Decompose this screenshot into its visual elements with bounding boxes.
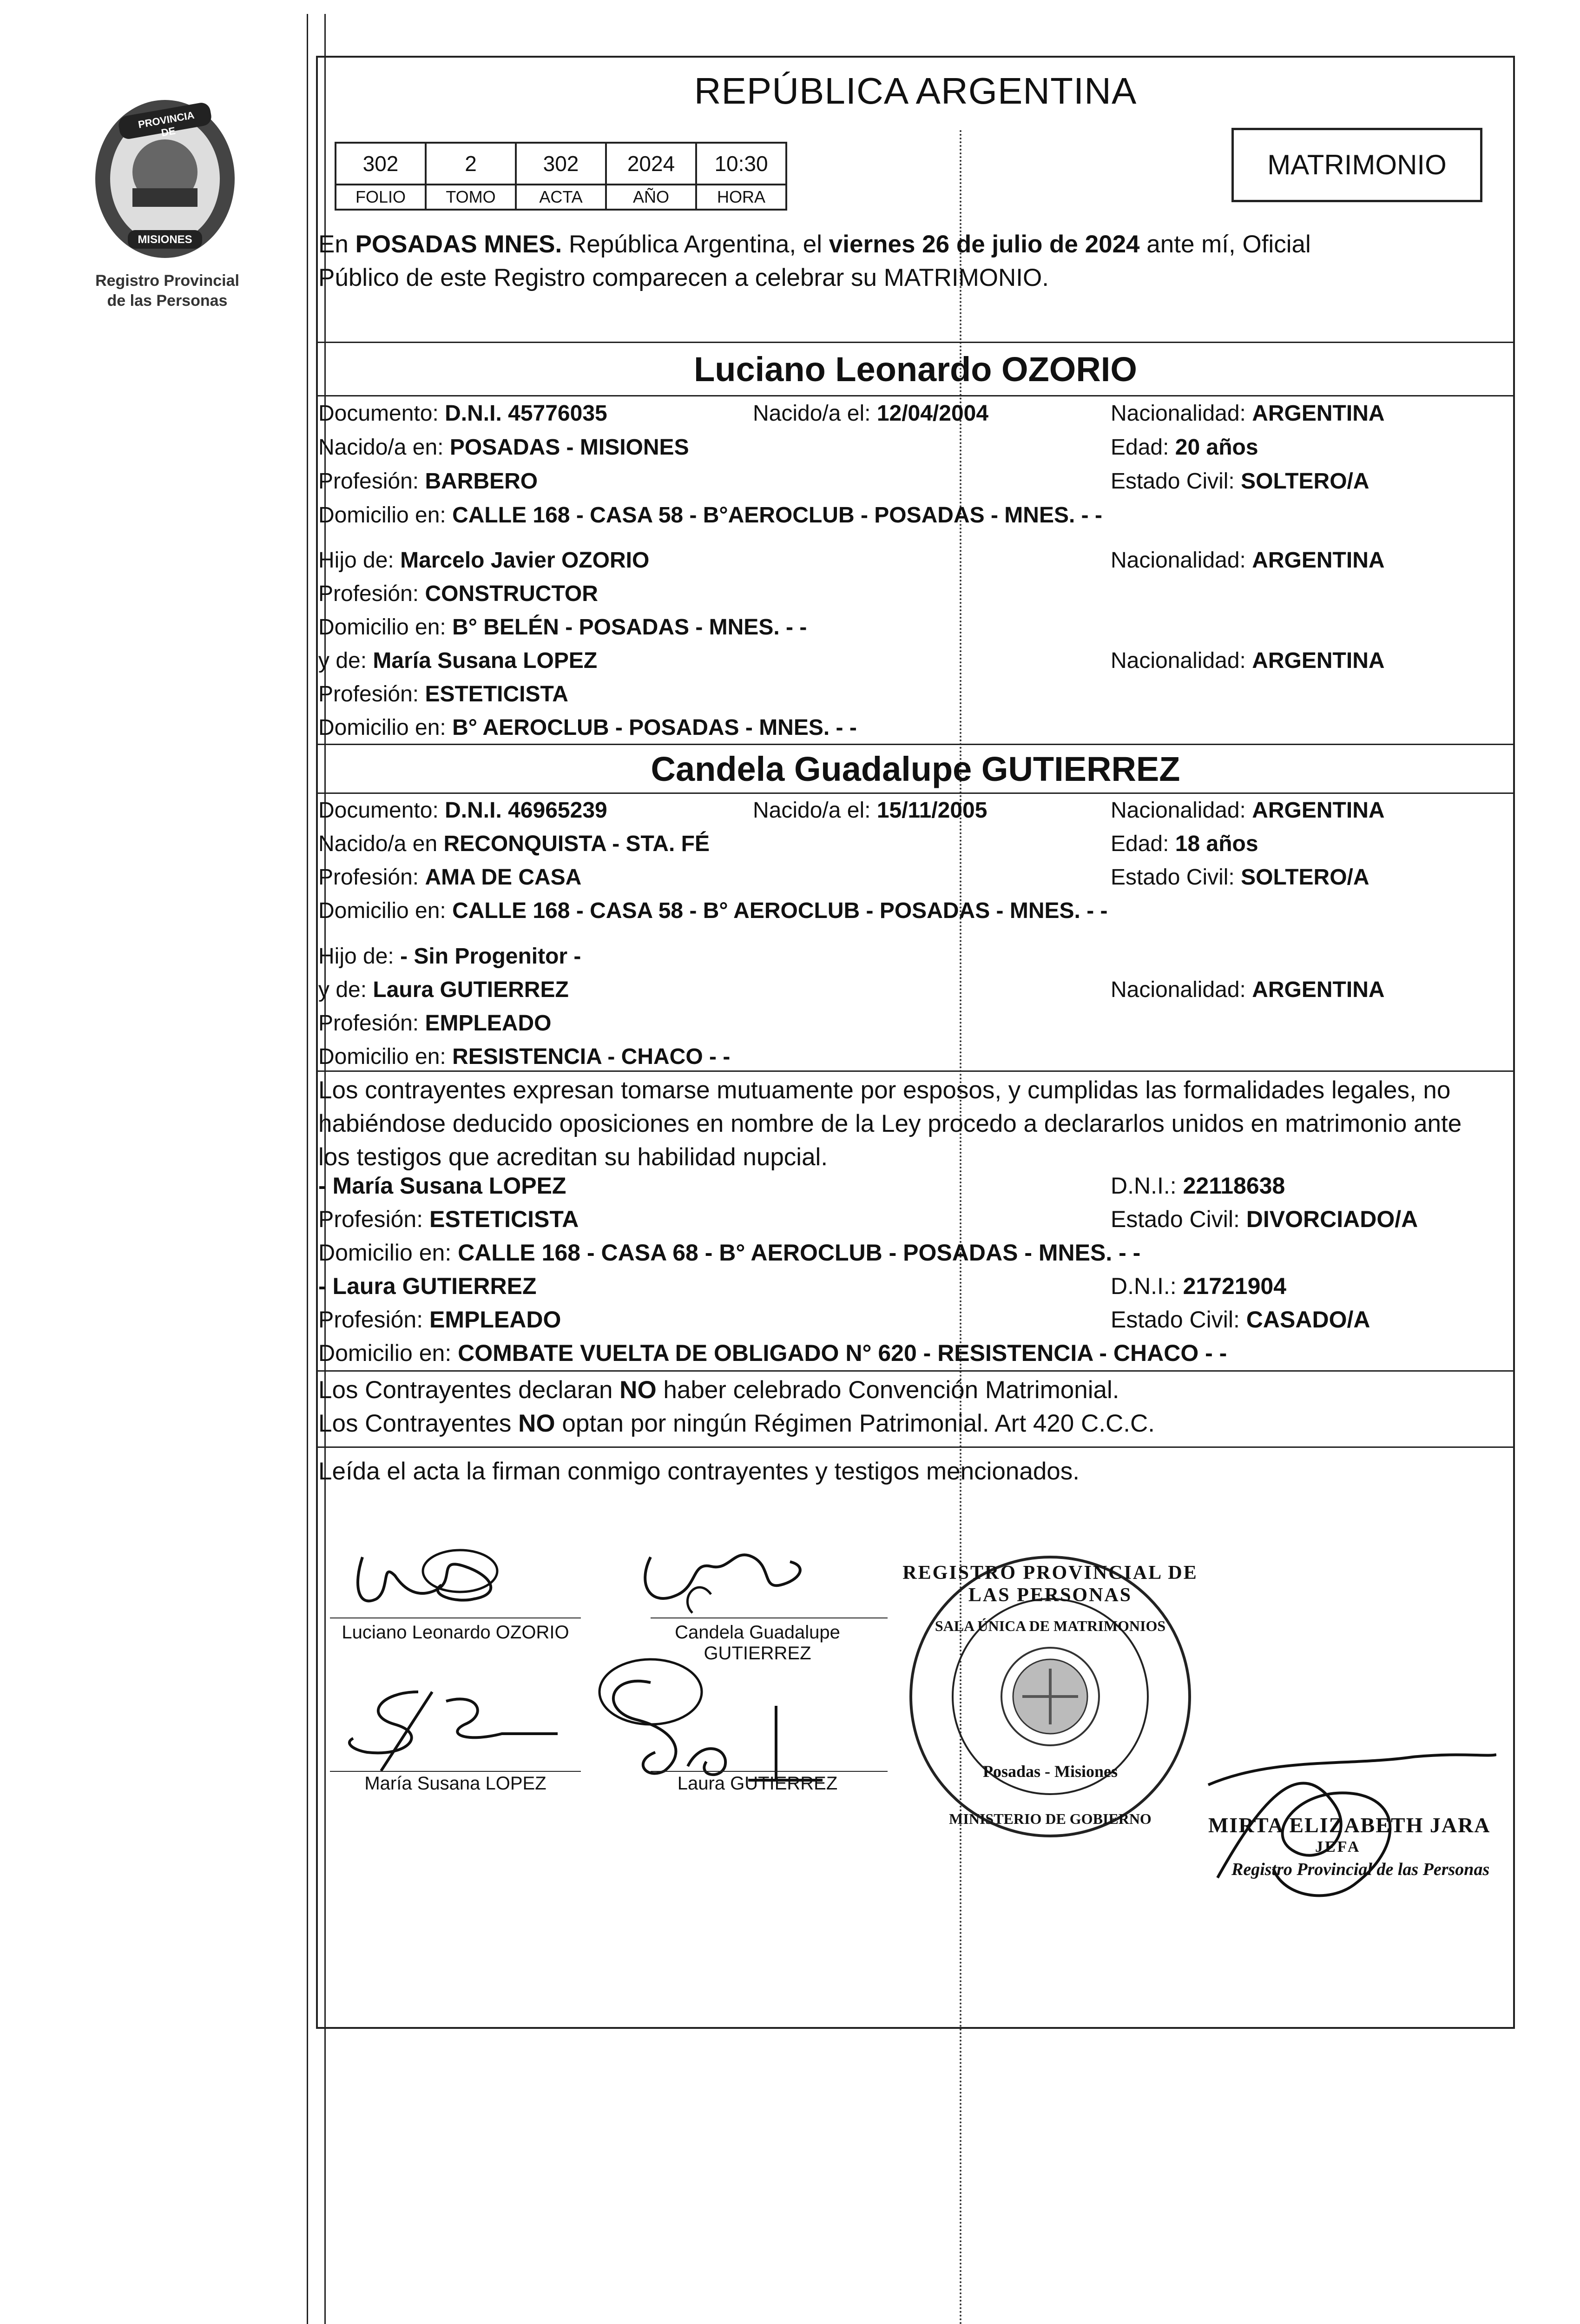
- groom-mother: y de: María Susana LOPEZ: [318, 648, 598, 673]
- convention-line-2: Los Contrayentes NO optan por ningún Régimen Patrimonial. Art 420 C.C.C.: [318, 1410, 1155, 1437]
- groom-nationality: Nacionalidad: ARGENTINA: [1111, 401, 1385, 426]
- intro-line-2: Público de este Registro comparecen a celebrar su MATRIMONIO.: [318, 264, 1049, 291]
- bride-address: Domicilio en: CALLE 168 - CASA 58 - B° AEROCLUB - POSADAS - MNES. - -: [318, 898, 1108, 923]
- bride-profession: Profesión: AMA DE CASA: [318, 865, 582, 890]
- witness2-signature: [581, 1645, 841, 1785]
- section-divider: [316, 1446, 1515, 1448]
- bride-father: Hijo de: - Sin Progenitor -: [318, 944, 581, 969]
- bride-name: Candela Guadalupe GUTIERREZ: [651, 750, 1180, 788]
- witness2-civil-status: Estado Civil: CASADO/A: [1111, 1307, 1370, 1333]
- section-divider: [316, 342, 1515, 343]
- groom-name: Luciano Leonardo OZORIO: [694, 350, 1137, 389]
- groom-birthplace: Nacido/a en: POSADAS - MISIONES: [318, 435, 689, 460]
- country-title: REPÚBLICA ARGENTINA: [694, 70, 1137, 112]
- registry-stamp: [902, 1548, 1199, 1845]
- groom-signature-label: Luciano Leonardo OZORIO: [342, 1622, 569, 1643]
- section-divider: [316, 1370, 1515, 1372]
- groom-birthdate: Nacido/a el: 12/04/2004: [753, 401, 989, 426]
- groom-signature: [325, 1529, 604, 1622]
- witness2-signature-label: Laura GUTIERREZ: [677, 1773, 838, 1794]
- declaration-paragraph: [318, 1074, 1508, 1174]
- year-value: 2024: [606, 143, 696, 185]
- logo-caption-line2: de las Personas: [107, 292, 228, 310]
- bride-document: Documento: D.N.I. 46965239: [318, 798, 607, 823]
- tomo-value: 2: [426, 143, 516, 185]
- stamp-inner-text: SALA ÚNICA DE MATRIMONIOS: [935, 1618, 1166, 1634]
- acta-label: ACTA: [516, 185, 606, 210]
- logo-arc-top: PROVINCIA DE: [137, 109, 196, 139]
- witness1-signature-label: María Susana LOPEZ: [364, 1773, 546, 1794]
- closing-text: Leída el acta la firman conmigo contrayentes y testigos mencionados.: [318, 1458, 1080, 1485]
- tomo-label: TOMO: [426, 185, 516, 210]
- section-divider: [316, 1070, 1515, 1072]
- groom-address: Domicilio en: CALLE 168 - CASA 58 - B°AEROCLUB - POSADAS - MNES. - -: [318, 503, 1102, 528]
- groom-document: Documento: D.N.I. 45776035: [318, 401, 607, 426]
- groom-father-nationality: Nacionalidad: ARGENTINA: [1111, 548, 1385, 573]
- conventions-block: [318, 1373, 1508, 1440]
- witness1-name: - María Susana LOPEZ: [318, 1173, 566, 1199]
- bride-mother: y de: Laura GUTIERREZ: [318, 977, 569, 1002]
- bride-signature-label-1: Candela Guadalupe: [675, 1622, 840, 1643]
- act-type-box: MATRIMONIO: [1231, 128, 1482, 202]
- stamp-bottom-text: MINISTERIO DE GOBIERNO: [949, 1810, 1152, 1827]
- hour-value: 10:30: [696, 143, 786, 185]
- witness2-address: Domicilio en: COMBATE VUELTA DE OBLIGADO N° 620 - RESISTENCIA - CHACO - -: [318, 1340, 1227, 1366]
- official-role: JEFA: [1315, 1838, 1361, 1855]
- bride-mother-nationality: Nacionalidad: ARGENTINA: [1111, 977, 1385, 1002]
- witness2-profession: Profesión: EMPLEADO: [318, 1307, 561, 1333]
- registry-table: [335, 142, 787, 211]
- bride-nationality: Nacionalidad: ARGENTINA: [1111, 798, 1385, 823]
- groom-father: Hijo de: Marcelo Javier OZORIO: [318, 548, 650, 573]
- official-organization: Registro Provincial de las Personas: [1231, 1860, 1490, 1879]
- folio-value: 302: [336, 143, 426, 185]
- groom-age: Edad: 20 años: [1111, 435, 1258, 460]
- year-label: AÑO: [606, 185, 696, 210]
- groom-profession: Profesión: BARBERO: [318, 469, 538, 494]
- witness1-address: Domicilio en: CALLE 168 - CASA 68 - B° AEROCLUB - POSADAS - MNES. - -: [318, 1240, 1141, 1266]
- witness1-civil-status: Estado Civil: DIVORCIADO/A: [1111, 1206, 1418, 1232]
- bride-birthplace: Nacido/a en RECONQUISTA - STA. FÉ: [318, 832, 710, 856]
- logo-caption-line1: Registro Provincial: [95, 272, 239, 290]
- registry-logo: [81, 91, 249, 267]
- groom-mother-nationality: Nacionalidad: ARGENTINA: [1111, 648, 1385, 673]
- section-divider: [316, 395, 1515, 396]
- margin-line: [307, 14, 308, 2324]
- witness1-signature: [325, 1673, 586, 1785]
- convention-line-1: Los Contrayentes declaran NO haber celebrado Convención Matrimonial.: [318, 1376, 1119, 1404]
- intro-line-1: En POSADAS MNES. República Argentina, el viernes 26 de julio de 2024 ante mí, Oficial: [318, 231, 1311, 258]
- groom-mother-address: Domicilio en: B° AEROCLUB - POSADAS - MNES. - -: [318, 715, 857, 740]
- witness2-name: - Laura GUTIERREZ: [318, 1273, 537, 1299]
- bride-mother-profession: Profesión: EMPLEADO: [318, 1011, 552, 1036]
- acta-value: 302: [516, 143, 606, 185]
- declaration-line-2: habiéndose deducido oposiciones en nombre de la Ley procedo a declararlos unidos en matrimonio ante: [318, 1110, 1462, 1137]
- stamp-outer-text: REGISTRO PROVINCIAL DE LAS PERSONAS: [902, 1562, 1198, 1606]
- bride-signature-label-2: GUTIERREZ: [704, 1643, 811, 1664]
- official-name: MIRTA ELIZABETH JARA: [1208, 1813, 1491, 1837]
- bride-age: Edad: 18 años: [1111, 832, 1258, 856]
- hour-label: HORA: [696, 185, 786, 210]
- witness1-dni: D.N.I.: 22118638: [1111, 1173, 1285, 1199]
- signature-line: [330, 1771, 581, 1772]
- intro-paragraph: [318, 228, 1510, 295]
- folio-label: FOLIO: [336, 185, 426, 210]
- groom-father-address: Domicilio en: B° BELÉN - POSADAS - MNES. - -: [318, 615, 807, 640]
- groom-civil-status: Estado Civil: SOLTERO/A: [1111, 469, 1369, 494]
- stamp-city-text: Posadas - Misiones: [982, 1762, 1118, 1781]
- declaration-line-1: Los contrayentes expresan tomarse mutuamente por esposos, y cumplidas las formalidades legales, no: [318, 1076, 1451, 1104]
- bride-civil-status: Estado Civil: SOLTERO/A: [1111, 865, 1369, 890]
- section-divider: [316, 744, 1515, 745]
- signature-line: [651, 1771, 888, 1772]
- groom-father-profession: Profesión: CONSTRUCTOR: [318, 581, 598, 606]
- witness1-profession: Profesión: ESTETICISTA: [318, 1206, 579, 1232]
- bride-signature: [623, 1529, 864, 1622]
- bride-mother-address: Domicilio en: RESISTENCIA - CHACO - -: [318, 1044, 731, 1069]
- logo-arc-bottom: MISIONES: [138, 233, 192, 246]
- witness2-dni: D.N.I.: 21721904: [1111, 1273, 1287, 1299]
- declaration-line-3: los testigos que acreditan su habilidad nupcial.: [318, 1143, 828, 1171]
- section-divider: [316, 792, 1515, 794]
- bride-birthdate: Nacido/a el: 15/11/2005: [753, 798, 988, 823]
- groom-mother-profession: Profesión: ESTETICISTA: [318, 682, 568, 706]
